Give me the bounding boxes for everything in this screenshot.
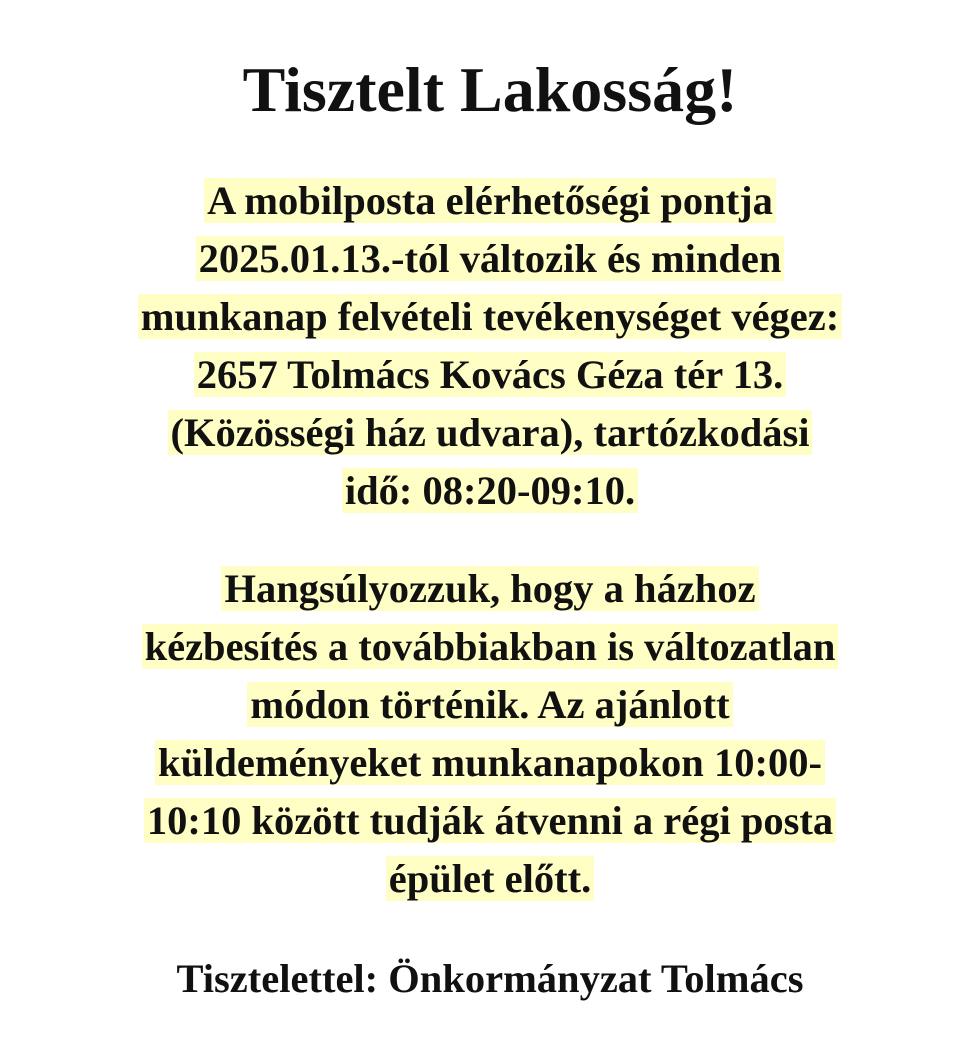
emphasis-paragraph <box>20 560 960 908</box>
paragraph-line <box>20 404 960 462</box>
highlighted-text: épület előtt. <box>386 856 594 901</box>
paragraph-line <box>20 676 960 734</box>
paragraph-line <box>20 288 960 346</box>
highlighted-text: 2025.01.13.-tól változik és minden <box>196 236 785 281</box>
highlighted-text: kézbesítés a továbbiakban is változatlan <box>142 624 839 669</box>
highlighted-text: módon történik. Az ajánlott <box>247 682 732 727</box>
highlighted-text: 10:10 között tudják átvenni a régi posta <box>144 798 836 843</box>
highlighted-text: idő: 08:20-09:10. <box>342 468 638 513</box>
notice-title: Tisztelt Lakosság! <box>242 54 738 125</box>
paragraph-line <box>20 734 960 792</box>
paragraph-line <box>20 346 960 404</box>
paragraph-line <box>20 462 960 520</box>
highlighted-text: (Közösségi ház udvara), tartózkodási <box>168 410 813 455</box>
highlighted-text: Hangsúlyozzuk, hogy a házhoz <box>221 566 758 611</box>
closing-signature: Tisztelettel: Önkormányzat Tolmács <box>176 956 804 1001</box>
highlighted-text: A mobilposta elérhetőségi pontja <box>204 178 776 223</box>
highlighted-text: 2657 Tolmács Kovács Géza tér 13. <box>194 352 786 397</box>
paragraph-line <box>20 172 960 230</box>
highlighted-text: küldeményeket munkanapokon 10:00- <box>155 740 825 785</box>
paragraph-line <box>20 792 960 850</box>
announcement-paragraph <box>20 172 960 520</box>
paragraph-line <box>20 618 960 676</box>
paragraph-line <box>20 850 960 908</box>
highlighted-text: munkanap felvételi tevékenységet végez: <box>138 294 842 339</box>
paragraph-line <box>20 230 960 288</box>
paragraph-line <box>20 560 960 618</box>
